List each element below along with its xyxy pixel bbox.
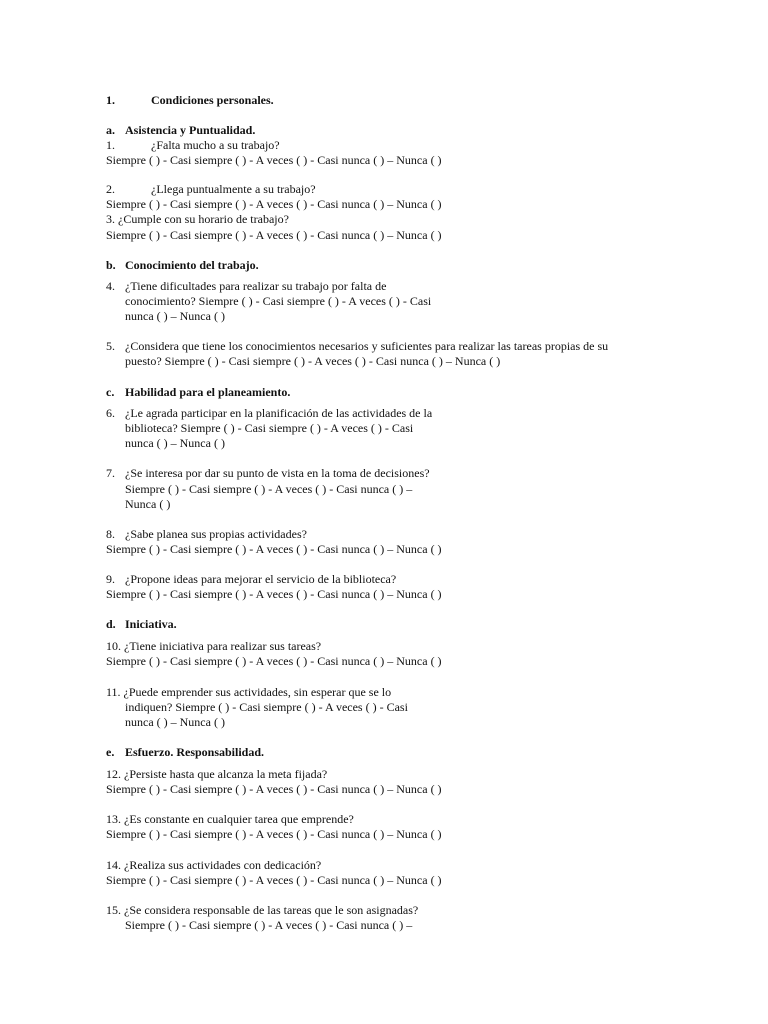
section-a-title: Asistencia y Puntualidad. (125, 123, 256, 137)
question-4-line-2: conocimiento? Siempre ( ) - Casi siempre ( ) - A veces ( ) - Casi (125, 294, 432, 308)
section-a-letter: a. (106, 123, 115, 137)
question-15-line-2: Siempre ( ) - Casi siempre ( ) - A veces ( ) - Casi nunca ( ) – (125, 918, 413, 932)
section-c-title: Habilidad para el planeamiento. (125, 385, 291, 399)
question-12-options: Siempre ( ) - Casi siempre ( ) - A veces ( ) - Casi nunca ( ) – Nunca ( ) (106, 782, 442, 796)
question-2-options: Siempre ( ) - Casi siempre ( ) - A veces ( ) - Casi nunca ( ) – Nunca ( ) (106, 197, 442, 211)
question-11-line-3: nunca ( ) – Nunca ( ) (125, 715, 225, 729)
question-3-options: Siempre ( ) - Casi siempre ( ) - A veces ( ) - Casi nunca ( ) – Nunca ( ) (106, 228, 442, 242)
question-7-line-1: ¿Se interesa por dar su punto de vista en la toma de decisiones? (125, 466, 430, 480)
question-3-text: 3. ¿Cumple con su horario de trabajo? (106, 212, 289, 226)
question-5-line-1: ¿Considera que tiene los conocimientos necesarios y suficientes para realizar las tareas propias de su (125, 339, 609, 353)
question-1-options: Siempre ( ) - Casi siempre ( ) - A veces ( ) - Casi nunca ( ) – Nunca ( ) (106, 153, 442, 167)
question-9-options: Siempre ( ) - Casi siempre ( ) - A veces ( ) - Casi nunca ( ) – Nunca ( ) (106, 587, 442, 601)
section-b-title: Conocimiento del trabajo. (125, 258, 259, 272)
section-e-title: Esfuerzo. Responsabilidad. (125, 745, 265, 759)
question-6-line-3: nunca ( ) – Nunca ( ) (125, 436, 225, 450)
question-8-text: ¿Sabe planea sus propias actividades? (125, 527, 307, 541)
section-d-letter: d. (106, 617, 116, 631)
question-4-line-3: nunca ( ) – Nunca ( ) (125, 309, 225, 323)
question-6-number: 6. (106, 406, 115, 420)
main-heading-number: 1. (106, 93, 115, 107)
question-5-number: 5. (106, 339, 115, 353)
question-11-line-2: indiquen? Siempre ( ) - Casi siempre ( ) - A veces ( ) - Casi (125, 700, 408, 714)
question-1-text: ¿Falta mucho a su trabajo? (151, 138, 280, 152)
question-6-line-2: biblioteca? Siempre ( ) - Casi siempre ( ) - A veces ( ) - Casi (125, 421, 414, 435)
question-7-line-2: Siempre ( ) - Casi siempre ( ) - A veces ( ) - Casi nunca ( ) – (125, 482, 413, 496)
section-d-title: Iniciativa. (125, 617, 177, 631)
main-heading-title: Condiciones personales. (151, 93, 274, 107)
question-1-number: 1. (106, 138, 115, 152)
section-e-letter: e. (106, 745, 115, 759)
section-c-letter: c. (106, 385, 115, 399)
section-b-letter: b. (106, 258, 116, 272)
question-2-number: 2. (106, 182, 115, 196)
question-13-text: 13. ¿Es constante en cualquier tarea que emprende? (106, 812, 354, 826)
question-14-text: 14. ¿Realiza sus actividades con dedicación? (106, 858, 322, 872)
question-4-line-1: ¿Tiene dificultades para realizar su trabajo por falta de (125, 279, 387, 293)
question-13-options: Siempre ( ) - Casi siempre ( ) - A veces ( ) - Casi nunca ( ) – Nunca ( ) (106, 827, 442, 841)
question-9-text: ¿Propone ideas para mejorar el servicio de la biblioteca? (125, 572, 397, 586)
question-10-options: Siempre ( ) - Casi siempre ( ) - A veces ( ) - Casi nunca ( ) – Nunca ( ) (106, 654, 442, 668)
question-14-options: Siempre ( ) - Casi siempre ( ) - A veces ( ) - Casi nunca ( ) – Nunca ( ) (106, 873, 442, 887)
question-6-line-1: ¿Le agrada participar en la planificación de las actividades de la (125, 406, 433, 420)
question-7-number: 7. (106, 466, 115, 480)
question-2-text: ¿Llega puntualmente a su trabajo? (151, 182, 316, 196)
question-12-text: 12. ¿Persiste hasta que alcanza la meta fijada? (106, 767, 328, 781)
question-5-line-2: puesto? Siempre ( ) - Casi siempre ( ) - A veces ( ) - Casi nunca ( ) – Nunca ( ) (125, 354, 501, 368)
question-11-line-1: 11. ¿Puede emprender sus actividades, sin esperar que se lo (106, 685, 392, 699)
question-10-text: 10. ¿Tiene iniciativa para realizar sus tareas? (106, 639, 322, 653)
question-4-number: 4. (106, 279, 115, 293)
question-15-line-1: 15. ¿Se considera responsable de las tareas que le son asignadas? (106, 903, 419, 917)
question-9-number: 9. (106, 572, 115, 586)
question-8-options: Siempre ( ) - Casi siempre ( ) - A veces ( ) - Casi nunca ( ) – Nunca ( ) (106, 542, 442, 556)
question-8-number: 8. (106, 527, 115, 541)
question-7-line-3: Nunca ( ) (125, 497, 171, 511)
